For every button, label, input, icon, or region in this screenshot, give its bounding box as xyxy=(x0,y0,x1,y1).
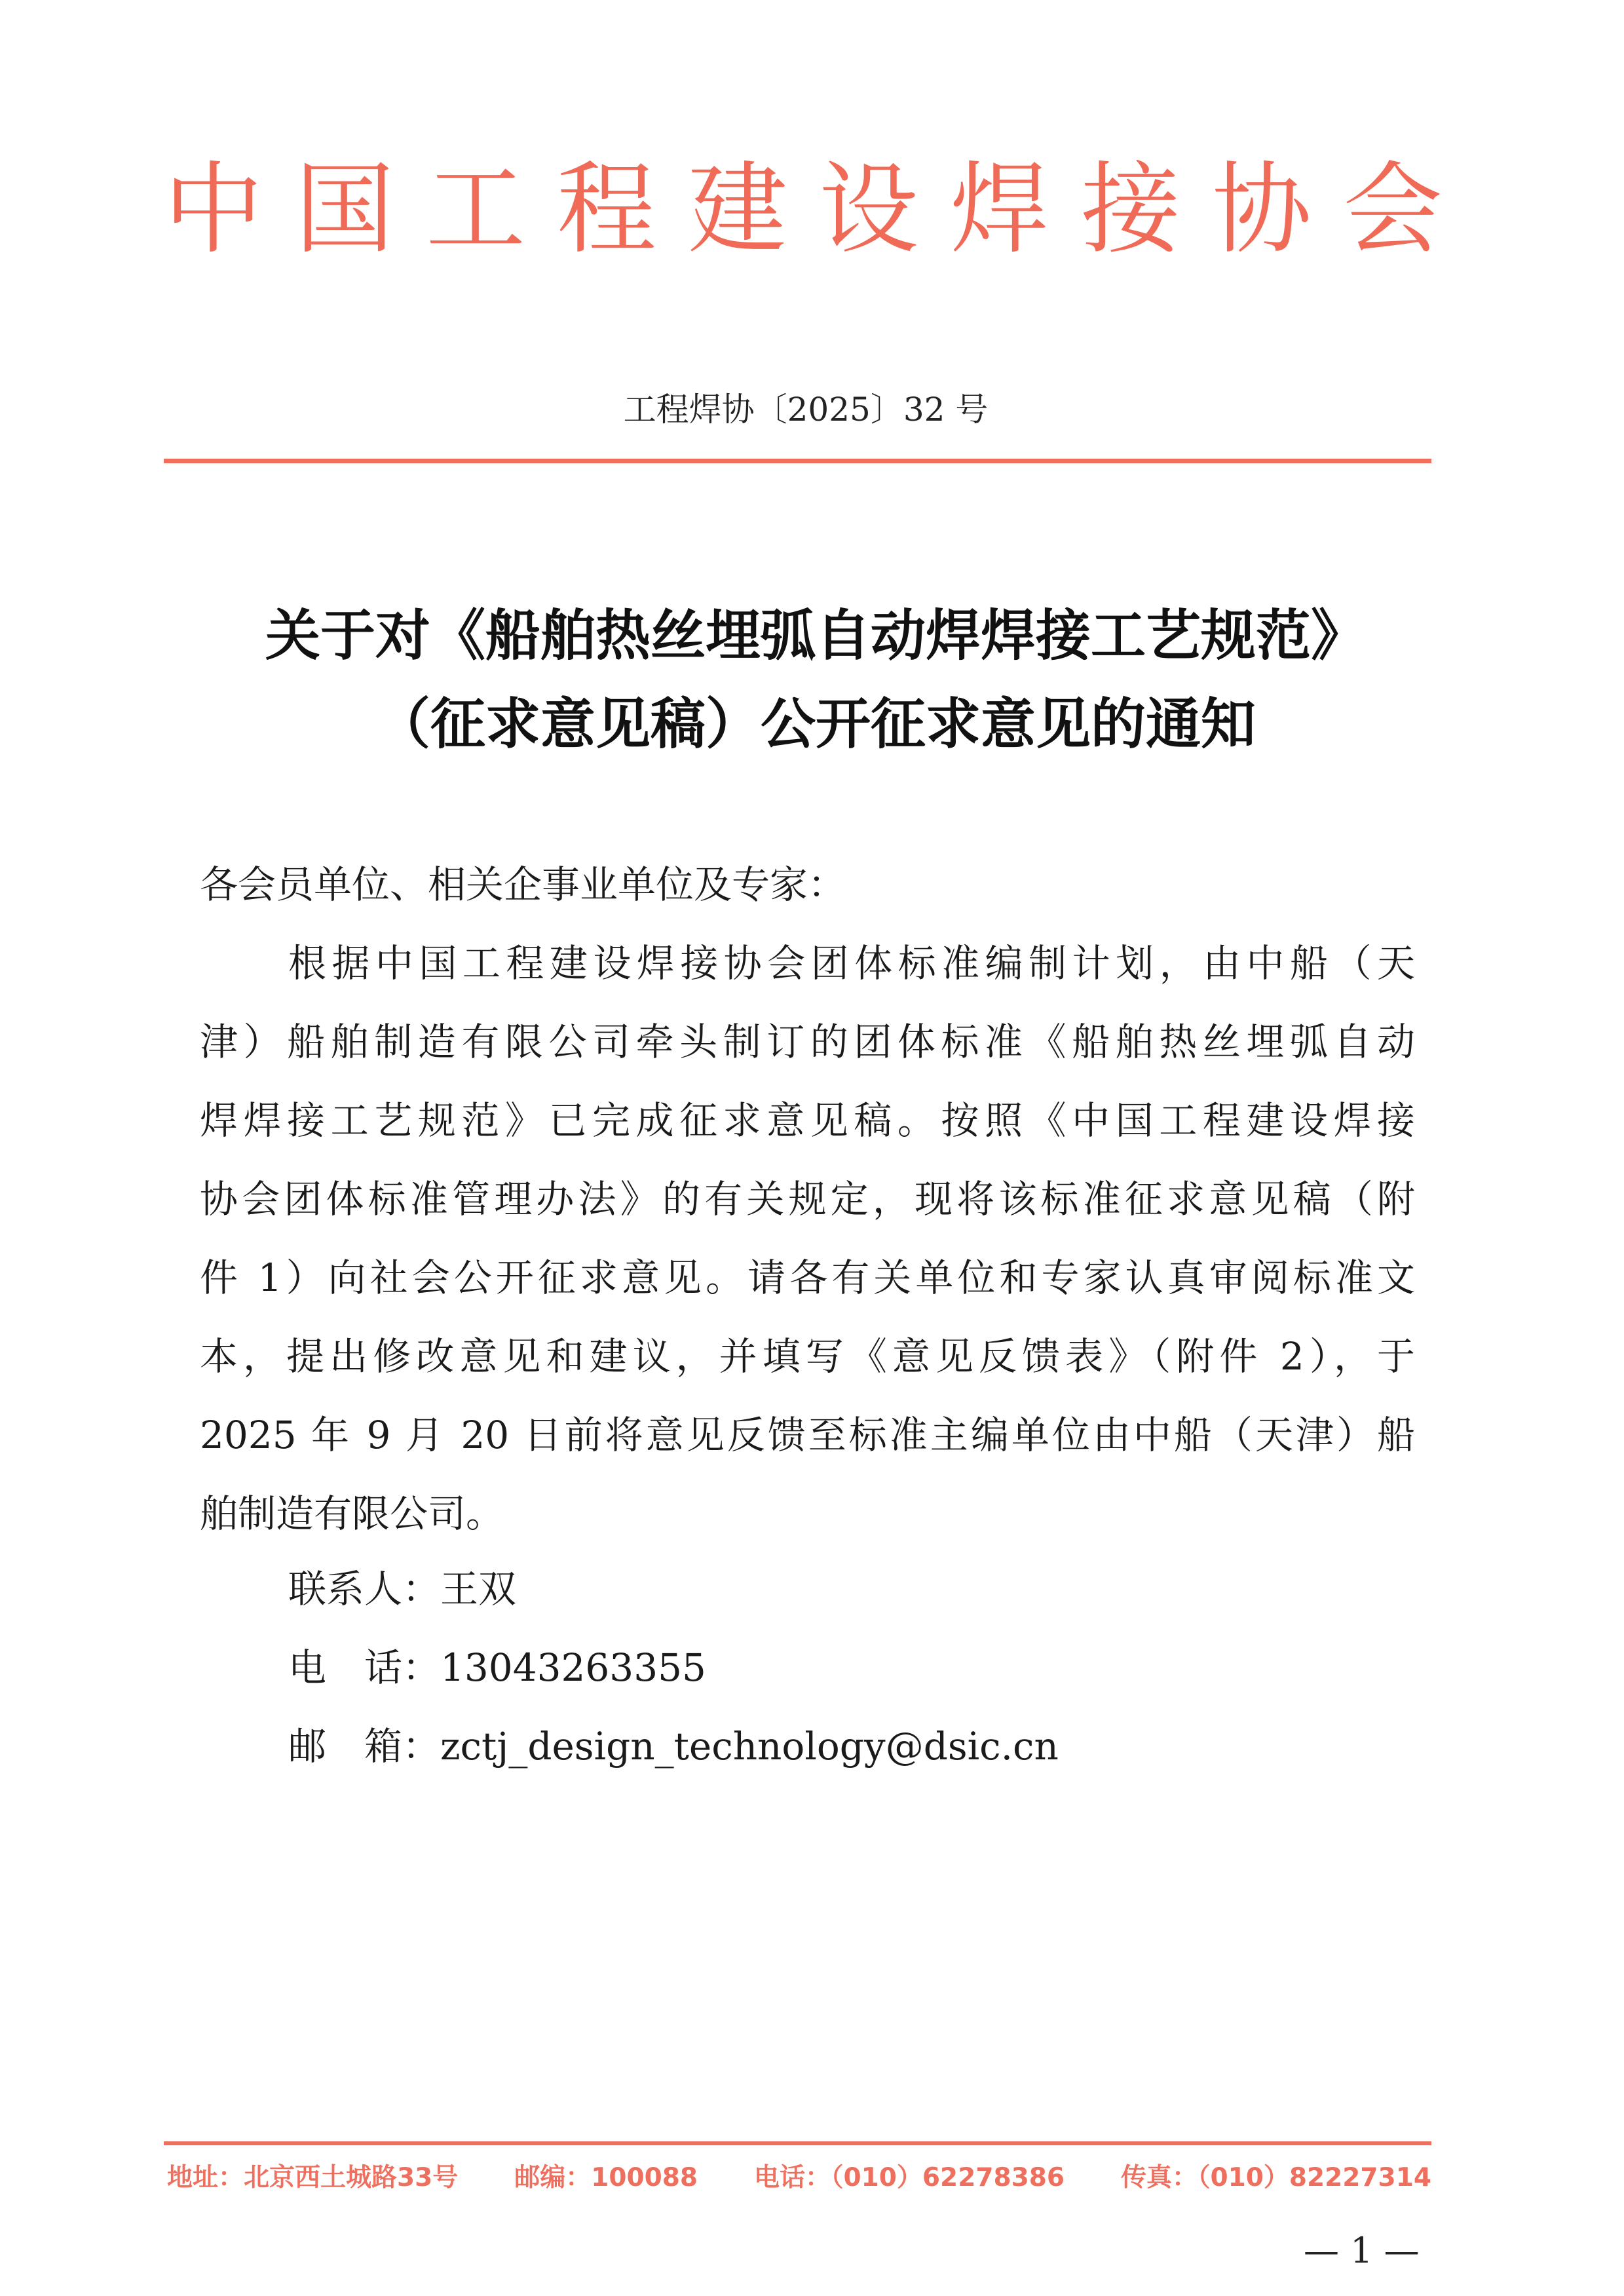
contact-person: 联系人：王双 xyxy=(288,1567,517,1611)
organization-masthead: 中国工程建设焊接协会 xyxy=(164,151,1474,267)
body-line: 协会团体标准管理办法》的有关规定，现将该标准征求意见稿（附 xyxy=(200,1177,1415,1221)
footer-postcode: 邮编：100088 xyxy=(514,2163,698,2192)
body-line: 舶制造有限公司。 xyxy=(200,1491,504,1536)
page-number: — 1 — xyxy=(1304,2230,1420,2271)
body-line: 2025 年 9 月 20 日前将意见反馈至标准主编单位由中船（天津）船 xyxy=(200,1413,1415,1457)
contact-phone: 电 话：13043263355 xyxy=(288,1645,706,1690)
footer-info xyxy=(167,2160,1431,2196)
contact-email: 邮 箱：zctj_design_technology@dsic.cn xyxy=(288,1724,1059,1769)
footer-telephone: 电话：（010）62278386 xyxy=(754,2163,1065,2192)
document-title-line-2: （征求意见稿）公开征求意见的通知 xyxy=(375,691,1256,756)
body-line: 根据中国工程建设焊接协会团体标准编制计划，由中船（天 xyxy=(288,941,1415,985)
body-line: 件 1）向社会公开征求意见。请各有关单位和专家认真审阅标准文 xyxy=(200,1255,1415,1300)
footer-divider xyxy=(164,2141,1431,2145)
body-line: 津）船舶制造有限公司牵头制订的团体标准《船舶热丝埋弧自动 xyxy=(200,1020,1415,1064)
header-divider xyxy=(164,459,1431,463)
body-line: 焊焊接工艺规范》已完成征求意见稿。按照《中国工程建设焊接 xyxy=(200,1098,1415,1143)
body-line: 本，提出修改意见和建议，并填写《意见反馈表》（附件 2），于 xyxy=(200,1334,1415,1379)
document-title-line-1: 关于对《船舶热丝埋弧自动焊焊接工艺规范》 xyxy=(265,603,1366,668)
salutation: 各会员单位、相关企事业单位及专家： xyxy=(200,862,846,907)
document-number: 工程焊协〔2025〕32 号 xyxy=(623,391,989,429)
footer-fax: 传真：（010）82227314 xyxy=(1120,2163,1431,2192)
footer-address: 地址：北京西土城路33号 xyxy=(167,2163,459,2192)
